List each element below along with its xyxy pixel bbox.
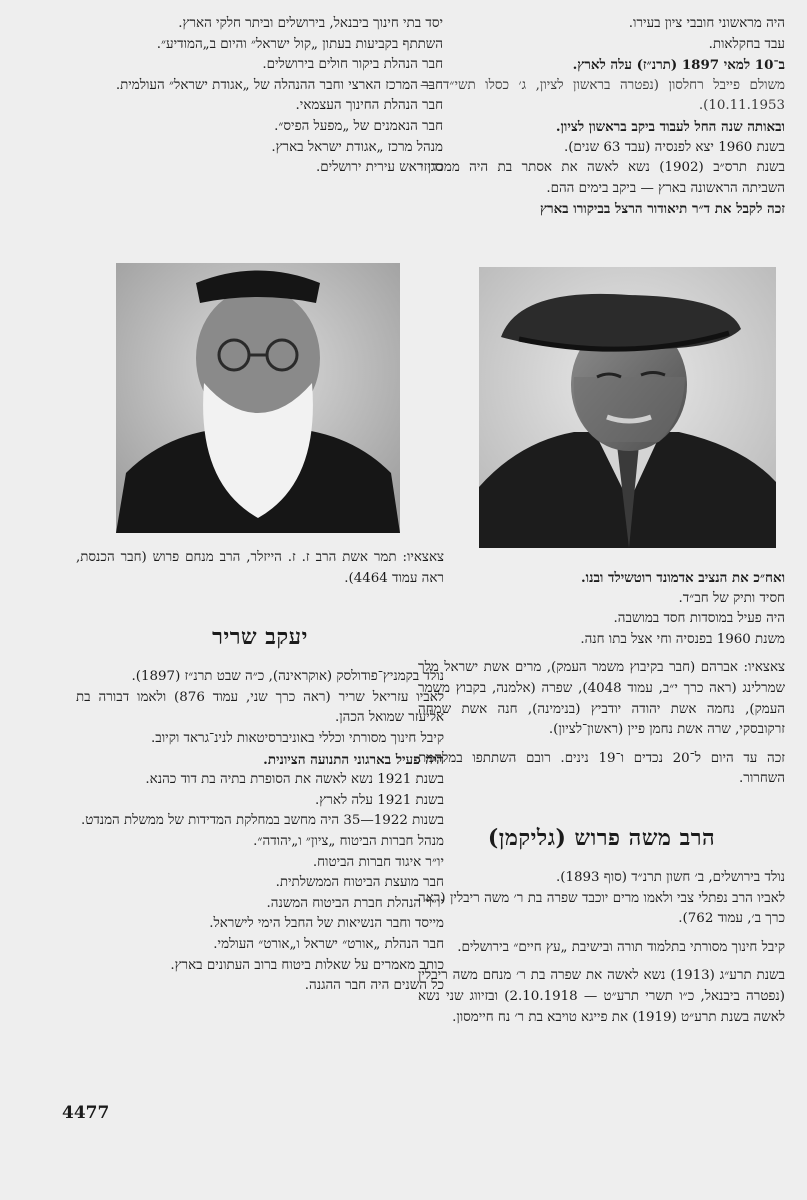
bio-line: ואח״כ את הנציב אדמונד רוטשילד ובנו. [581,570,785,586]
bio-line: בשנות 1922—35 היה מחשב במחלקת המדידות של ממשלת המנדט. [80,813,444,829]
bio-line: יו״ר איגוד חברות הביטוח. [312,854,444,870]
bio-line: סגן ראש עירית ירושלים. [315,160,443,176]
bio-line: מנהל מרכז „אגודת ישראל בארץ. [271,139,443,155]
rachelson-bio-bottom [418,568,785,1028]
bio-line: ובאותה שנה החל לעבוד ביקב בראשון לציון. [555,118,785,135]
page-number: 4477 [62,1103,110,1123]
bio-line: ב־10 למאי 1897 (תרנ״ז) עלה לארץ. [572,57,785,74]
bio-line: כותב מאמרים על שאלות ביטוח ברוב העתונים בארץ. [170,957,444,973]
bio-line: בשנת 1960 יצא לפנסיה (עבד 63 שנים). [563,139,785,155]
section-heading-yaakov-sharir: יעקב שריר [212,624,308,651]
bio-line: קיבל חינוך מסורתי וכללי באוניברסיטאות לנינ־גראד וקיוב. [151,730,444,746]
bio-line: היה פעיל במוסדות חסד במושבה. [613,611,785,627]
descendants-paragraph: צאצאיו: תמר אשת הרב ז. ז. הייזלר, הרב מנחם פרוש (חבר הכנסת, ראה עמוד 4464). [76,550,444,586]
bio-line: קיבל חינוך מסורתי בתלמוד תורה ובישיבת „עץ חיים״ בירושלים. [457,939,785,955]
bio-line: היה פעיל בארגוני התנועה הציונית. [263,751,444,768]
bio-line: זכה לקבל את ד״ר תיאודור הרצל בביקורו בארץ [540,201,785,218]
bio-line: מייסד וחבר הנשיאות של החבל הימי לישראל. [209,916,444,932]
bio-line: בשנת תרע״ג (1913) נשא לאשה את שפרה בת ר׳ מנחם משה ריבלין (נפטרה ביבנאל, כ״ו תשרי תרע״ט — 2.10.1918) ובזיווג שני נשא לאשה בשנת תרע״ט (1919) את פייגא טויבא בת ר׳ נח חיימסון. [418,968,785,1025]
bio-line: חבר מועצת הביטוח הממשלתית. [275,875,444,891]
bio-line: חסיד ותיק של חב״ד. [678,590,785,606]
bio-line: נולד בירושלים, ב׳ חשון תרנ״ד (סוף 1893). [555,869,785,885]
bio-line: בשנת תרס״ב (1902) נשא לאשה את אסתר בת היה ממכריזי השביתה הראשונה בארץ — ביקב בימים ההם. [420,160,785,196]
bio-line: לאביו הרב נפתלי צבי ולאמו מרים יוכבד שפרה בת ר׳ משה ריבלין (ראה כרך ב׳, עמוד 762). [418,890,785,927]
portrait-photo-bearded-rabbi [116,263,400,533]
bio-line: יו״ר הנהלת חברת הביטוח המשנה. [266,895,444,911]
bio-line: חבר הנהלת ביקור חולים בירושלים. [262,57,443,73]
bio-line: בשנת 1921 עלה לארץ. [315,792,444,808]
bio-line: יסד בתי חינוך ביבנאל, בירושלים וביתר חלקי הארץ. [178,16,443,31]
bio-line: חבר הנהלת „אורט״ ישראל ו„אורט״ העולמי. [213,936,444,952]
bio-line: לאביו עזריאל שריר (ראה כרך שני, עמוד 876) ולאמו דבורה בת אליעזר שמואל הכהן. [76,689,444,726]
section-heading-moshe-prush: הרב משה פרוש (גליקמן) [487,824,716,851]
bio-line: חבר הנהלת החינוך העצמאי. [295,98,443,114]
bio-line: בשנת 1921 נשא לאשה את הסופרת בתיה בת דוד כהנא. [145,772,444,788]
bio-line: מנהל חברות הביטוח „ציון״ ו„יהודה״. [253,833,444,849]
rachelson-bio-top [420,14,785,220]
bio-line: עבד בחקלאות. [708,36,785,52]
sharir-bio [76,548,444,997]
bio-line: משולם פייבל רחלסון (נפטרה בראשון לציון, ג׳ כסלו תשי״ד — 10.11.1953). [420,77,785,114]
bio-line: השתתף בקביעות בעתון „קול ישראל״ והיום ב„המודיע״. [156,36,443,52]
descendants-paragraph: צאצאיו: אברהם (חבר בקיבוץ משמר העמק), מרים אשת ישראל מלך שמרלינג (ראה כרך י״ב, עמוד 4048), שפרה (אלמנה, בקבוץ משמר העמק), נחמה אשת יהודה יודביץ (בנימינה), חנה אשת שמחה זרקובסקי, שרה אשת נחמן פיין (ראשון־לציון). [418,660,786,738]
portrait-photo-man-with-cap [479,267,776,548]
bio-line: כל השנים היה חבר ההגנה. [304,978,444,994]
bio-line: חבר הנאמנים של „מפעל הפיס״. [274,118,443,134]
bio-line: משנת 1960 בפנסיה וחי אצל בתו חנה. [580,631,785,647]
grandchildren-paragraph: זכה עד היום ל־20 נכדים ו־19 נינים. רובם השתתפו במלחמת השחרור. [418,750,786,787]
prush-bio-continued [78,14,443,179]
bio-line: נולד בקמניץ־פודולסק (אוקראינה), כ״ה שבט תרנ״ז (1897). [131,669,444,685]
bio-line: היה מראשוני חובבי ציון בעירו. [628,16,785,31]
bio-line: חבר המרכז הארצי וחבר ההנהלה של „אגודת ישראל״ העולמית. [115,77,443,93]
